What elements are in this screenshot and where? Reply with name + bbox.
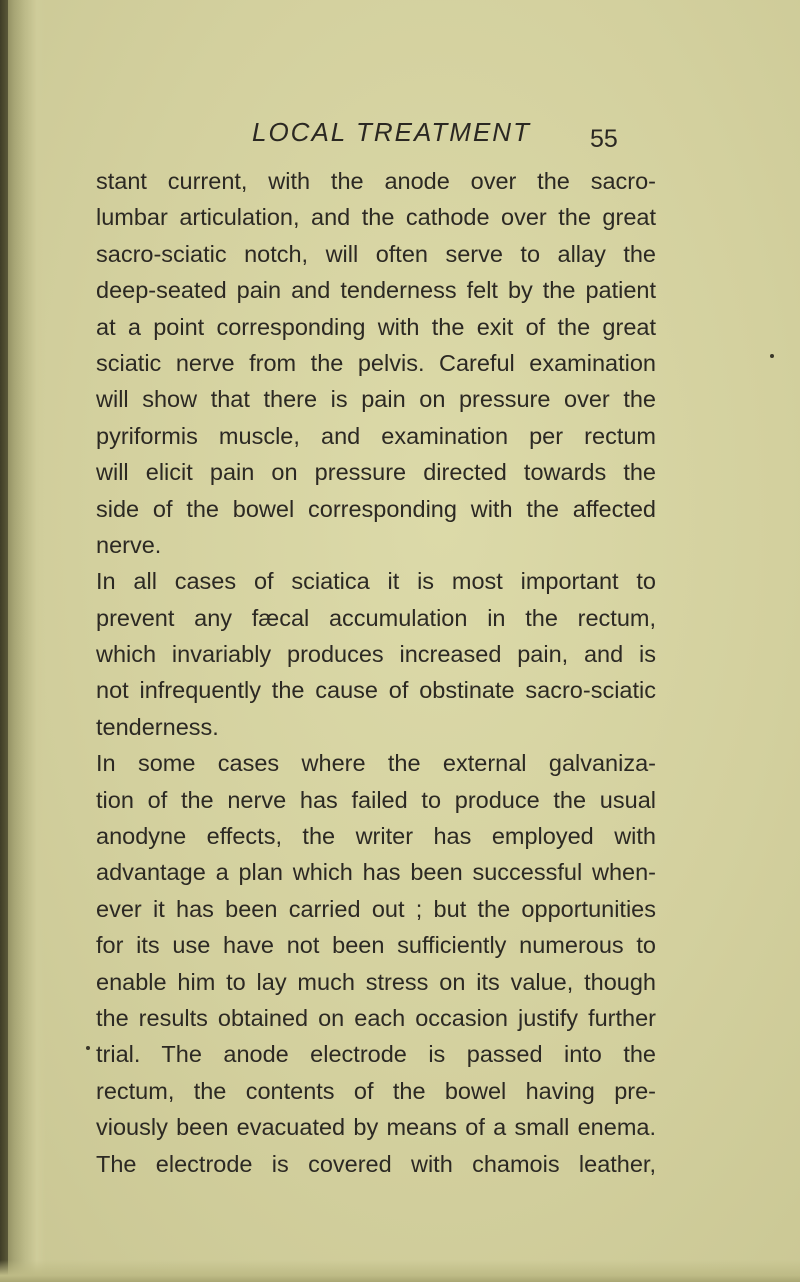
margin-speck <box>770 354 774 358</box>
running-head <box>252 117 652 153</box>
text-line: at a point corresponding with the exit of the great <box>96 313 656 340</box>
text-line: tion of the nerve has failed to produce the usual <box>96 786 656 813</box>
text-line: rectum, the contents of the bowel having pre- <box>96 1077 656 1104</box>
text-line: prevent any fæcal accumulation in the rectum, <box>96 604 656 631</box>
text-line: will show that there is pain on pressure over the <box>96 386 656 413</box>
text-line: The electrode is covered with chamois leather, <box>96 1150 656 1177</box>
margin-speck <box>86 1046 90 1050</box>
text-line: trial. The anode electrode is passed into the <box>96 1041 656 1068</box>
bottom-page-edge <box>0 1260 800 1282</box>
text-line: side of the bowel corresponding with the affected <box>96 495 656 522</box>
text-line: ever it has been carried out ; but the opportunities <box>96 895 656 922</box>
text-line: viously been evacuated by means of a small enema. <box>96 1114 656 1141</box>
text-line: advantage a plan which has been successful when- <box>96 859 656 886</box>
text-line: nerve. <box>96 531 162 558</box>
text-line: enable him to lay much stress on its value, though <box>96 968 656 995</box>
text-line: stant current, with the anode over the sacro- <box>96 168 656 194</box>
text-line: for its use have not been sufficiently numerous to <box>96 932 656 959</box>
text-line: sacro-sciatic notch, will often serve to allay the <box>96 240 656 267</box>
spine-edge <box>0 0 8 1282</box>
text-line: not infrequently the cause of obstinate sacro-sciatic <box>96 677 656 704</box>
paragraph-start-line: In some cases where the external galvaniza- <box>96 750 656 777</box>
text-line: tenderness. <box>96 713 219 740</box>
paragraph-start-line: In all cases of sciatica it is most important to <box>96 568 656 595</box>
body-text <box>96 163 656 1182</box>
text-line: sciatic nerve from the pelvis. Careful examination <box>96 349 656 376</box>
text-line: lumbar articulation, and the cathode over the great <box>96 204 656 231</box>
text-line: which invariably produces increased pain, and is <box>96 641 656 668</box>
running-title: LOCAL TREATMENT <box>252 117 531 147</box>
text-line: deep-seated pain and tenderness felt by the patient <box>96 277 656 304</box>
text-line: pyriformis muscle, and examination per rectum <box>96 422 656 449</box>
page-number: 55 <box>590 125 618 153</box>
text-line: the results obtained on each occasion justify further <box>96 1004 656 1031</box>
text-line: anodyne effects, the writer has employed with <box>96 823 656 850</box>
text-line: will elicit pain on pressure directed towards the <box>96 459 656 486</box>
